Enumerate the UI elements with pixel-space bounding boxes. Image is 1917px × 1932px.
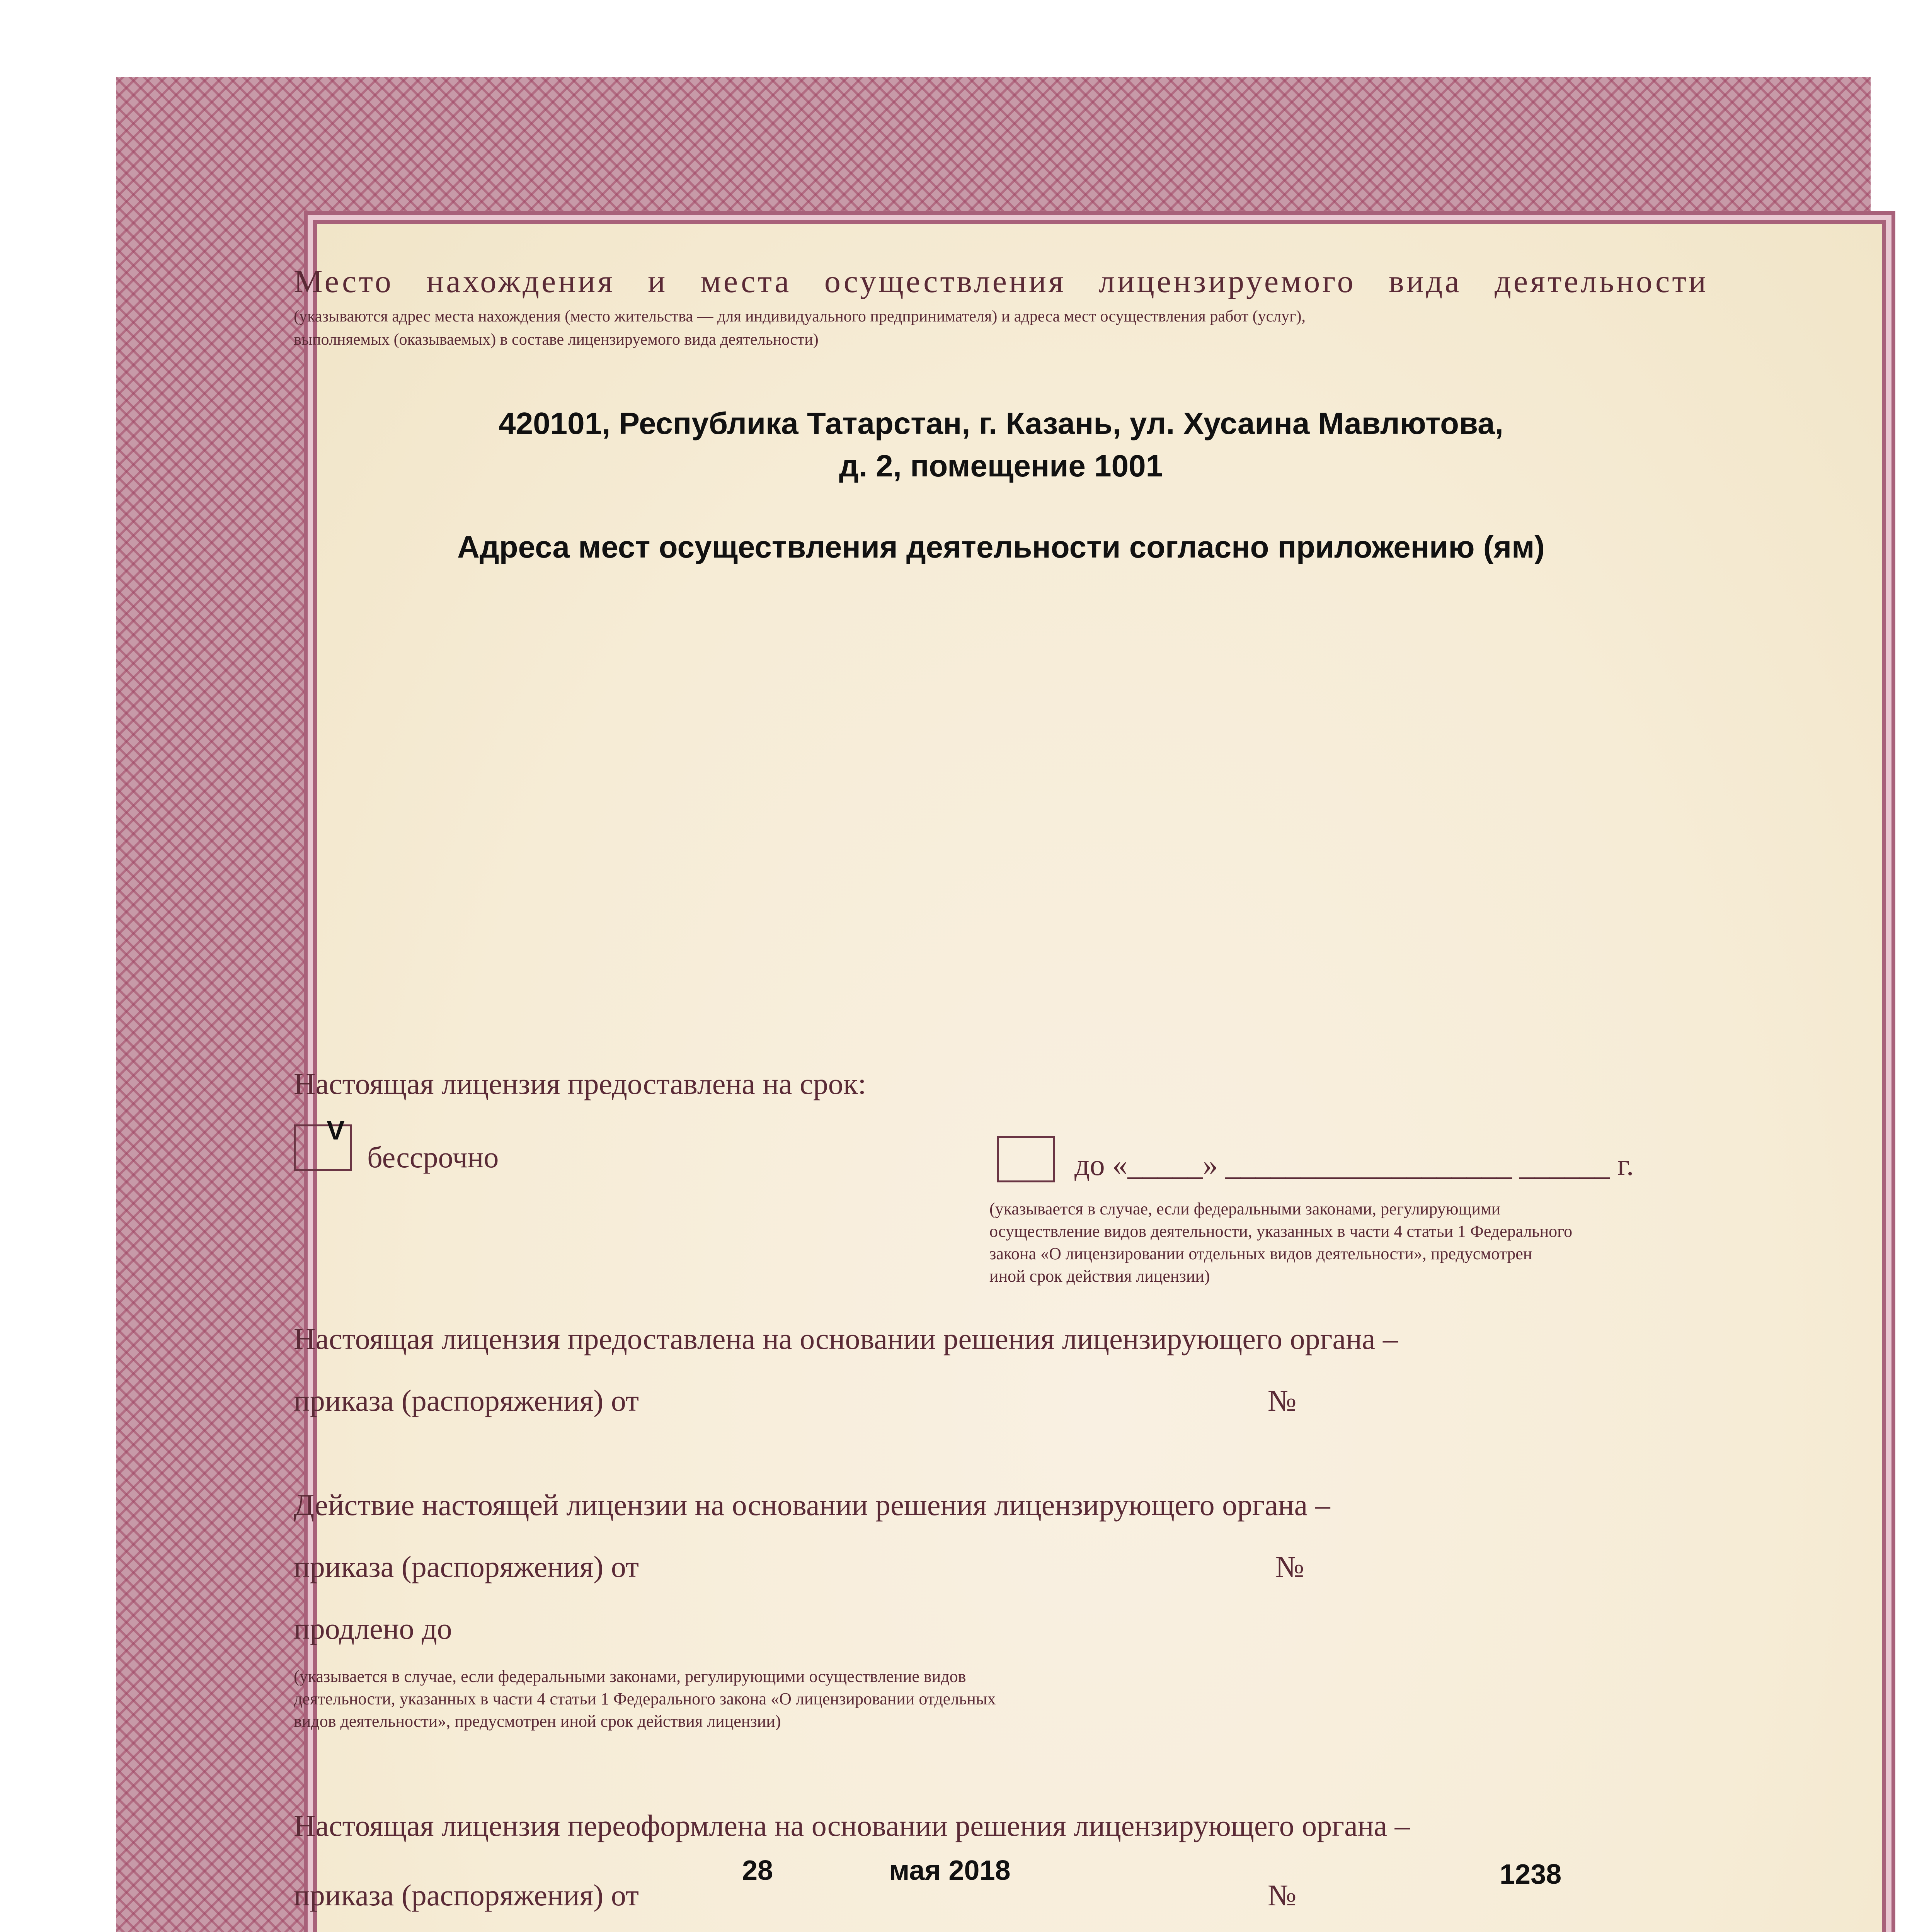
extension-line1: Действие настоящей лицензии на основании решения лицензирующего органа –	[294, 1488, 1330, 1522]
extension-note-line2: деятельности, указанных в части 4 статьи 1 Федерального закона «О лицензировании отдельных	[294, 1689, 996, 1708]
address-line1: 420101, Республика Татарстан, г. Казань, ул. Хусаина Мавлютова,	[499, 406, 1503, 440]
extension-note-line1: (указывается в случае, если федеральными законами, регулирующими осуществление видов	[294, 1667, 966, 1686]
until-note-line4: иной срок действия лицензии)	[989, 1267, 1210, 1286]
header-note-line1: (указываются адрес места нахождения (место жительства — для индивидуального предпринимателя) и адреса мест осуществления работ (услуг),	[294, 308, 1306, 325]
basis-order-label: приказа (распоряжения) от	[294, 1384, 639, 1417]
header-title: Место нахождения и места осуществления лицензируемого вида деятельности	[294, 264, 1708, 299]
basis-line1: Настоящая лицензия предоставлена на основании решения лицензирующего органа –	[294, 1322, 1398, 1355]
unlimited-check-mark: V	[327, 1115, 345, 1145]
until-label: до «_____» ___________________ ______ г.	[1074, 1148, 1634, 1182]
until-note-line1: (указывается в случае, если федеральными законами, регулирующими	[989, 1199, 1501, 1218]
basis-number-sign: №	[1268, 1384, 1297, 1417]
header-note-line2: выполняемых (оказываемых) в составе лицензируемого вида деятельности)	[294, 331, 819, 349]
until-note-line3: закона «О лицензировании отдельных видов деятельности», предусмотрен	[989, 1244, 1532, 1263]
license-sheet	[116, 77, 1871, 1932]
address-line2: д. 2, помещение 1001	[839, 449, 1163, 483]
address-appendix: Адреса мест осуществления деятельности согласно приложению (ям)	[457, 530, 1545, 564]
reissue-day: 28	[742, 1855, 773, 1886]
reissue-order-label: приказа (распоряжения) от	[294, 1878, 639, 1912]
extension-order-label: приказа (распоряжения) от	[294, 1550, 639, 1583]
reissue-number-sign: №	[1268, 1878, 1297, 1912]
unlimited-label: бессрочно	[367, 1140, 499, 1174]
until-note-line2: осуществление видов деятельности, указанных в части 4 статьи 1 Федерального	[989, 1222, 1573, 1241]
term-label: Настоящая лицензия предоставлена на срок:	[294, 1067, 867, 1100]
reissue-number: 1238	[1500, 1859, 1562, 1890]
extension-note-line3: видов деятельности», предусмотрен иной срок действия лицензии)	[294, 1712, 781, 1731]
extension-number-sign: №	[1275, 1550, 1304, 1583]
until-checkbox	[997, 1136, 1055, 1182]
reissue-line1: Настоящая лицензия переоформлена на основании решения лицензирующего органа –	[294, 1809, 1410, 1842]
extension-extended-label: продлено до	[294, 1612, 452, 1645]
reissue-month-year: мая 2018	[889, 1855, 1011, 1886]
